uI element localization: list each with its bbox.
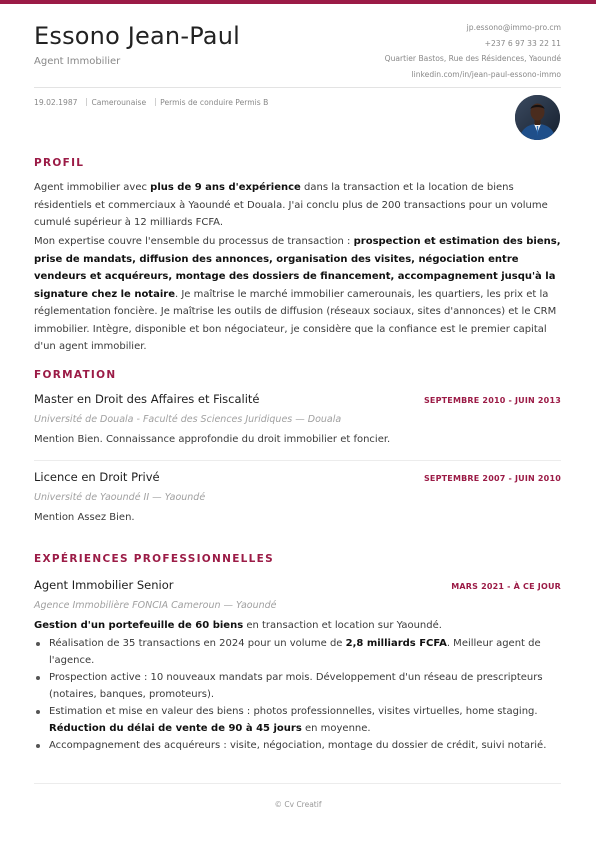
education-date: SEPTEMBRE 2010 - JUIN 2013: [423, 396, 561, 405]
contact-address: Quartier Bastos, Rue des Résidences, Yaoundé: [384, 54, 561, 63]
education-divider: [34, 460, 561, 461]
birthdate: 19.02.1987: [34, 98, 78, 107]
personal-info: [34, 98, 268, 107]
bullet-text: Estimation et mise en valeur des biens : photos professionnelles, visites virtuelles, home staging.: [49, 706, 538, 717]
experience-bullet: [34, 703, 561, 737]
bullet-highlight: 2,8 milliards FCFA: [345, 638, 447, 649]
bullet-text: Réalisation de 35 transactions en 2024 pour un volume de: [49, 638, 346, 649]
experience-company: Agence Immobilière FONCIA Cameroun — Yaoundé: [34, 600, 277, 611]
profile-text: . Je maîtrise le marché immobilier camerounais, les quartiers, les prix et la réglementation foncière. Je maîtrise les outils de diffusion (réseaux sociaux, sites d'annonces) et le CRM immobilier. Intègre, disponible et bon négociateur, je considère que la confiance est le premier capital d'un agent immobilier.: [34, 288, 557, 352]
meta-separator: [155, 98, 156, 106]
education-description: Mention Bien. Connaissance approfondie du droit immobilier et foncier.: [34, 434, 391, 445]
candidate-title: Agent Immobilier: [34, 56, 121, 67]
contact-phone: +237 6 97 33 22 11: [484, 38, 561, 48]
experience-bullet: [34, 669, 561, 703]
education-school: Université de Yaoundé II — Yaoundé: [34, 492, 206, 503]
profile-highlight: plus de 9 ans d'expérience: [150, 182, 301, 193]
experience-divider: [34, 783, 561, 784]
resume-header: [34, 18, 561, 88]
driving-license: Permis de conduire Permis B: [160, 98, 269, 107]
bullet-text: Accompagnement des acquéreurs : visite, négociation, montage du dossier de crédit, suivi notarié.: [49, 740, 547, 751]
footer-credit: © Cv Creatif: [274, 800, 322, 809]
experience-bullet: [34, 737, 561, 754]
nationality: Camerounaise: [91, 98, 147, 107]
education-degree: Licence en Droit Privé: [34, 470, 160, 484]
experience-bullets: [34, 635, 561, 754]
education-school: Université de Douala - Faculté des Sciences Juridiques — Douala: [34, 414, 342, 425]
education-date: SEPTEMBRE 2007 - JUIN 2010: [423, 474, 561, 483]
education-degree: Master en Droit des Affaires et Fiscalité: [34, 392, 260, 406]
section-title-experience: EXPÉRIENCES PROFESSIONNELLES: [34, 553, 274, 565]
profile-paragraph-2: [34, 233, 561, 356]
experience-bullet: [34, 635, 561, 669]
profile-text: Agent immobilier avec: [34, 182, 151, 193]
avatar-photo-icon: [515, 95, 560, 140]
bullet-text: Prospection active : 10 nouveaux mandats par mois. Développement d'un réseau de prescripteurs (notaires, banques, promoteurs).: [49, 672, 543, 700]
resume-page: [34, 18, 561, 751]
bullet-text: . Meilleur agent de l'agence.: [49, 638, 541, 666]
profile-text: Mon expertise couvre l'ensemble du processus de transaction :: [34, 236, 354, 247]
meta-separator: [86, 98, 87, 106]
experience-date: MARS 2021 - À CE JOUR: [451, 582, 561, 591]
experience-role: Agent Immobilier Senior: [34, 578, 174, 592]
profile-paragraph-1: [34, 179, 561, 232]
profile-highlight: prospection et estimation des biens, prise de mandats, diffusion des annonces, organisation des visites, négociation entre vendeurs et acquéreurs, montage des dossiers de financement, accompagnement jusqu'à la signature chez le notaire: [34, 236, 561, 300]
section-title-education: FORMATION: [34, 369, 117, 381]
section-title-profile: PROFIL: [34, 157, 85, 169]
contact-linkedin[interactable]: linkedin.com/in/jean-paul-essono-immo: [411, 69, 561, 79]
profile-text: dans la transaction et la location de biens résidentiels et commerciaux à Yaoundé et Douala. J'ai conclu plus de 200 transactions pour un volume cumulé supérieur à 12 milliards FCFA.: [34, 182, 548, 228]
experience-summary-highlight: Gestion d'un portefeuille de 60 biens: [34, 620, 244, 631]
header-divider: [34, 87, 561, 88]
candidate-name: Essono Jean-Paul: [34, 22, 240, 50]
bullet-highlight: Réduction du délai de vente de 90 à 45 jours: [49, 723, 302, 734]
experience-summary: [34, 617, 561, 634]
contact-block: [385, 20, 561, 82]
contact-email[interactable]: jp.essono@immo-pro.cm: [466, 23, 561, 32]
avatar: [515, 95, 560, 140]
education-description: Mention Assez Bien.: [34, 512, 135, 523]
accent-top-bar: [0, 0, 596, 4]
bullet-text: en moyenne.: [301, 723, 371, 734]
experience-summary-text: en transaction et location sur Yaoundé.: [243, 620, 442, 631]
